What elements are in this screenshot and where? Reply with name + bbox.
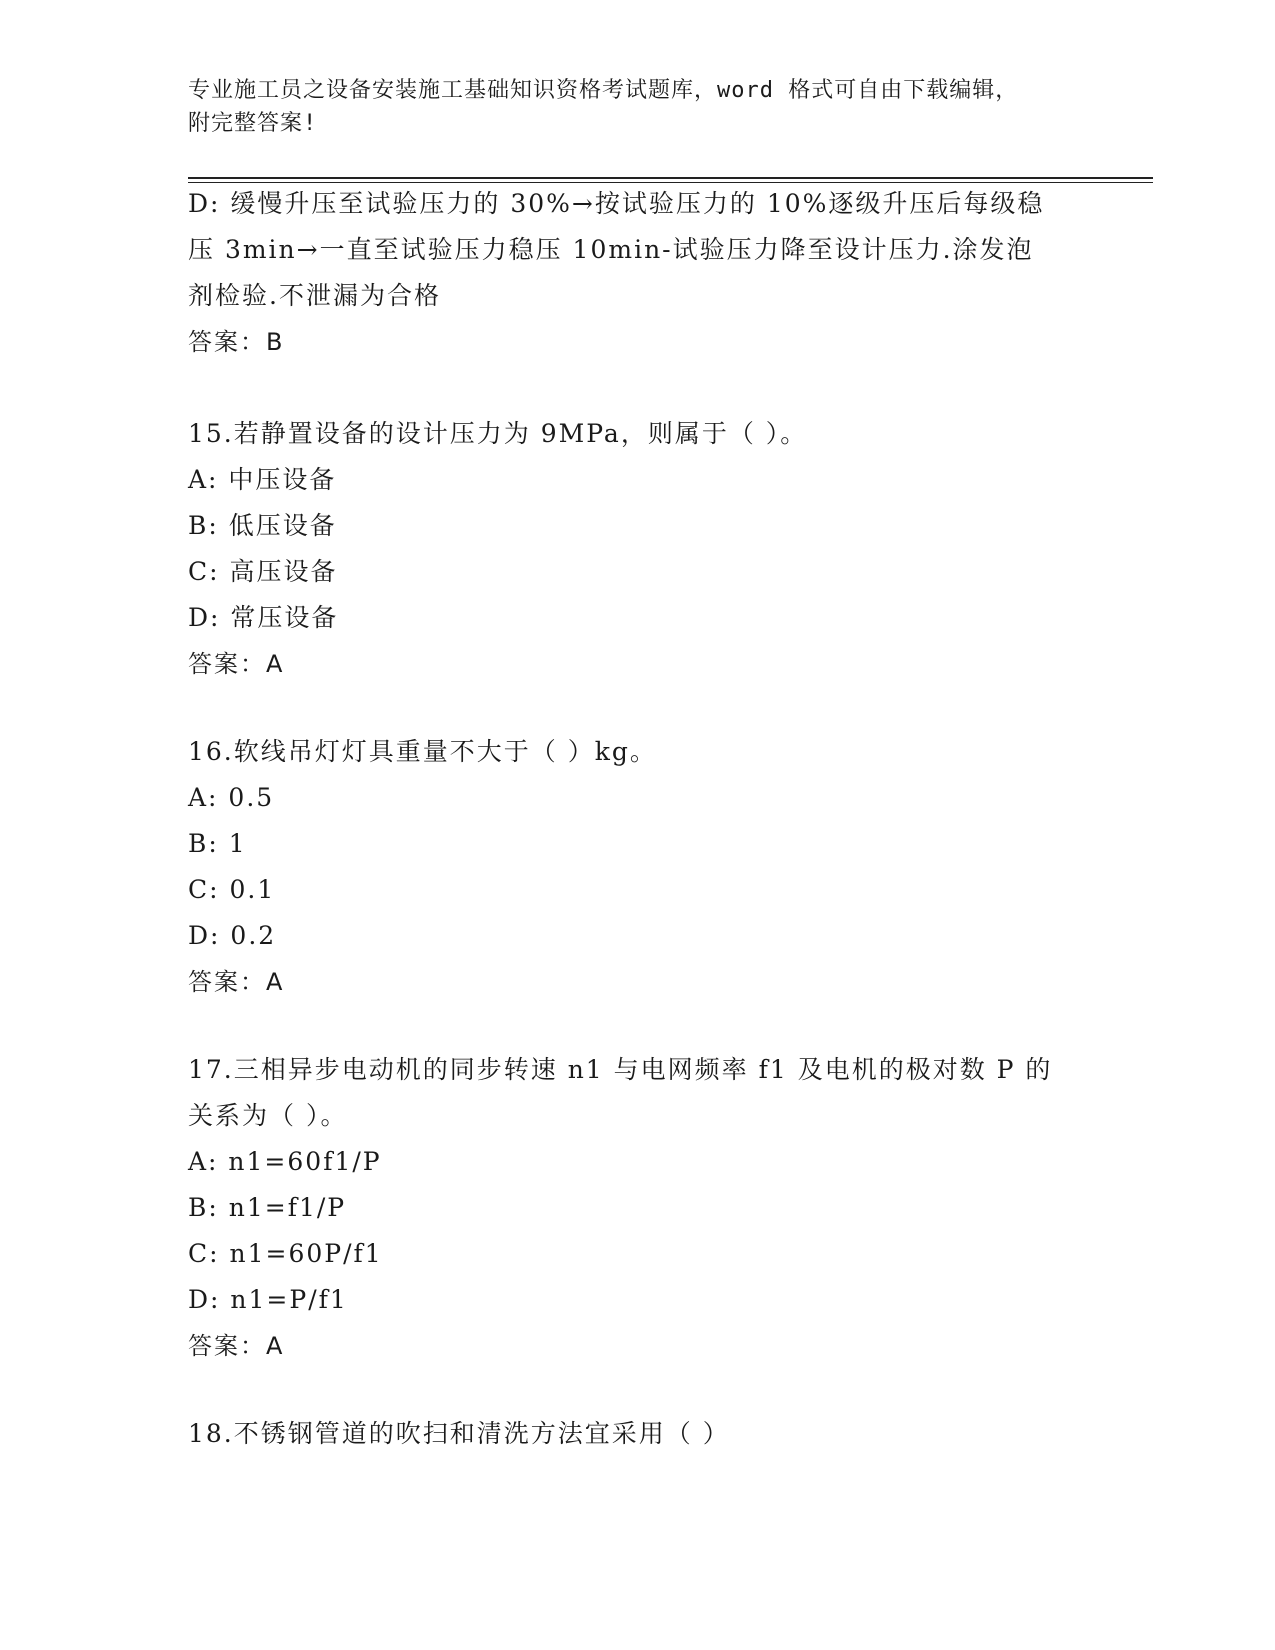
question-17-option-d: D: n1=P/f1 [188, 1285, 348, 1314]
option-d-line-2: 压 3min→一直至试验压力稳压 10min-试验压力降至设计压力.涂发泡 [188, 235, 1034, 264]
question-16 [188, 729, 1068, 1005]
question-17-option-a: A: n1=60f1/P [188, 1147, 382, 1176]
question-17-text-line-1: 17.三相异步电动机的同步转速 n1 与电网频率 f1 及电机的极对数 P 的 [188, 1055, 1053, 1084]
question-15-text: 15.若静置设备的设计压力为 9MPa，则属于（ ）。 [188, 419, 808, 448]
page-header [188, 74, 1088, 140]
question-16-text: 16.软线吊灯灯具重量不大于（ ）kg。 [188, 737, 657, 766]
question-15-option-c: C: 高压设备 [188, 557, 338, 586]
question-16-option-c: C: 0.1 [188, 875, 276, 904]
answer-16: 答案：A [188, 968, 285, 996]
question-16-option-a: A: 0.5 [188, 783, 275, 812]
question-17-option-c: C: n1=60P/f1 [188, 1239, 383, 1268]
header-line-1: 专业施工员之设备安装施工基础知识资格考试题库，word 格式可自由下载编辑， [188, 78, 1019, 103]
question-14-tail [188, 181, 1068, 365]
question-15-option-a: A: 中压设备 [188, 465, 337, 494]
question-17-option-b: B: n1=f1/P [188, 1193, 347, 1222]
question-16-option-b: B: 1 [188, 829, 247, 858]
answer-14: 答案：B [188, 328, 285, 356]
answer-15: 答案：A [188, 650, 285, 678]
question-15 [188, 411, 1068, 687]
question-17-text-line-2: 关系为（ ）。 [188, 1101, 348, 1130]
answer-17: 答案：A [188, 1332, 285, 1360]
question-17 [188, 1047, 1068, 1369]
question-18 [188, 1411, 1068, 1457]
option-d-line-3: 剂检验.不泄漏为合格 [188, 281, 441, 310]
question-15-option-b: B: 低压设备 [188, 511, 337, 540]
question-16-option-d: D: 0.2 [188, 921, 277, 950]
header-divider-thick [188, 177, 1153, 179]
question-18-text: 18.不锈钢管道的吹扫和清洗方法宜采用（ ） [188, 1419, 730, 1448]
option-d-line-1: D: 缓慢升压至试验压力的 30%→按试验压力的 10%逐级升压后每级稳 [188, 189, 1045, 218]
header-line-2: 附完整答案! [188, 111, 318, 136]
question-15-option-d: D: 常压设备 [188, 603, 339, 632]
